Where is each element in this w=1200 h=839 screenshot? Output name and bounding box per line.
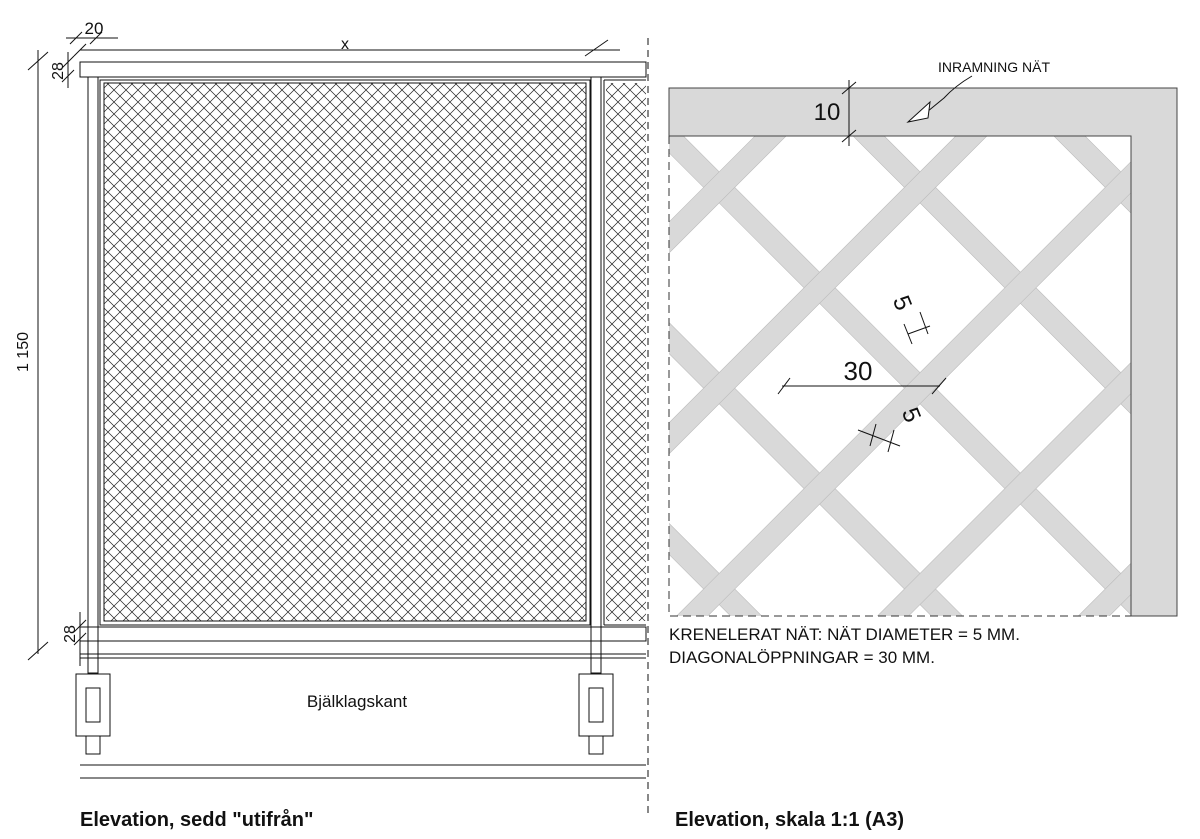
- mesh-note-line-1: KRENELERAT NÄT: NÄT DIAMETER = 5 MM.: [669, 625, 1020, 644]
- bottom-rail: [80, 627, 646, 641]
- dim-bottom-rail-label: 28: [62, 625, 79, 643]
- floor-edge-label: Bjälklagskant: [306, 692, 408, 711]
- left-post: [88, 77, 98, 673]
- mesh-note-line-2: DIAGONALÖPPNINGAR = 30 MM.: [669, 648, 935, 667]
- frame-label: INRAMNING NÄT: [938, 59, 1050, 75]
- dim-panel-width-label: x: [341, 36, 349, 53]
- top-rail: [80, 62, 646, 77]
- dim-top-rail-label: 28: [50, 62, 67, 80]
- post-footing-right: [579, 658, 613, 754]
- right-caption: Elevation, skala 1:1 (A3): [675, 809, 904, 831]
- mesh-panel-1: [104, 83, 586, 621]
- dim-frame-label: 10: [813, 99, 841, 126]
- dim-height-label: 1 150: [15, 331, 32, 373]
- mesh-panel-2: [606, 83, 646, 621]
- dim-post-width-label: 20: [84, 19, 104, 38]
- dim-wire-lower-label: 5: [895, 403, 926, 427]
- middle-post: [591, 77, 601, 673]
- left-caption: Elevation, sedd "utifrån": [80, 809, 314, 831]
- post-footing-left: [76, 658, 110, 754]
- dim-opening-label: 30: [843, 356, 873, 386]
- dim-wire-upper-label: 5: [886, 291, 917, 315]
